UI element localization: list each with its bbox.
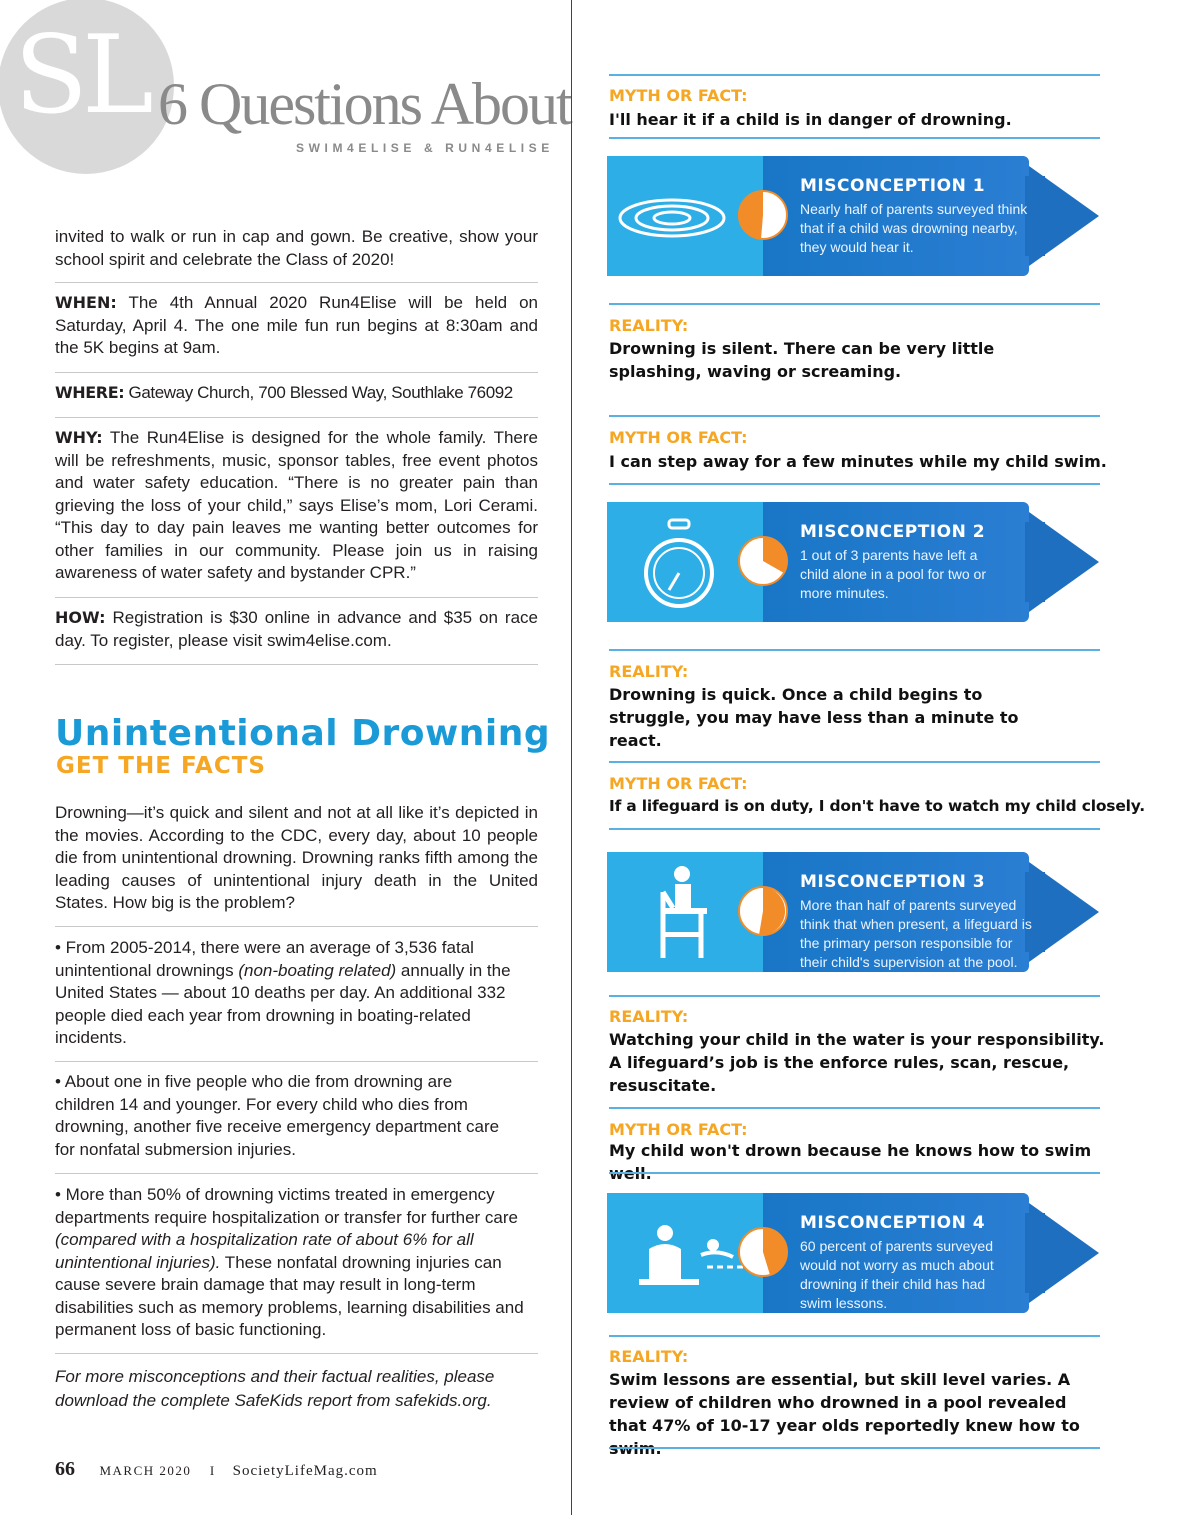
section-rule: [55, 597, 538, 598]
fact-bullet-1-italic: (non-boating related): [238, 960, 397, 980]
reality-label: REALITY:: [609, 1347, 689, 1366]
myth-label: MYTH OR FACT:: [609, 428, 748, 447]
pie-chart-icon: [737, 885, 789, 937]
blue-rule: [609, 1107, 1100, 1109]
fact-bullet-3: [55, 1184, 538, 1342]
section-rule: [55, 372, 538, 373]
blue-rule: [609, 137, 1100, 139]
misconception-banner-4: [607, 1193, 1099, 1315]
how-paragraph: [55, 607, 538, 652]
when-label: WHEN:: [55, 293, 117, 312]
misconception-title-4: MISCONCEPTION 4: [800, 1213, 986, 1233]
blue-rule: [609, 415, 1100, 417]
fact-bullet-2: • About one in five people who die from drowning are children 14 and younger. For every child who dies from drowning, another five receive emergency department care for nonfatal submersion injuries.: [55, 1072, 500, 1159]
blue-rule: [609, 1172, 1100, 1174]
myth-text-2: I can step away for a few minutes while my child swim.: [609, 452, 1107, 471]
section-rule: [55, 664, 538, 665]
blue-rule: [609, 74, 1100, 76]
reality-label: REALITY:: [609, 662, 689, 681]
pie-chart-icon: [737, 189, 789, 241]
misconception-banner-2: [607, 502, 1099, 624]
reality-text-3: Watching your child in the water is your responsibility. A lifeguard’s job is the enforce rules, scan, rescue, resuscitate.: [609, 1030, 1105, 1095]
blue-rule: [609, 649, 1100, 651]
section-rule: [55, 926, 538, 927]
where-text: Gateway Church, 700 Blessed Way, Southlake 76092: [128, 383, 513, 402]
intro-paragraph: invited to walk or run in cap and gown. Be creative, show your school spirit and celebrate the Class of 2020!: [55, 227, 538, 269]
reality-label: REALITY:: [609, 316, 689, 335]
why-text: The Run4Elise is designed for the whole family. There will be refreshments, music, sponsor tables, free event photos and water safety education. “There is no greater pain than grieving the loss of your child,” says Elise’s mom, Lori Cerami. “This day to day pain leaves me wanting better outcomes for other families in our community. Please join us in raising awareness of water safety and bystander CPR.”: [55, 428, 538, 582]
misconception-title-3: MISCONCEPTION 3: [800, 872, 986, 892]
magazine-logo: SL: [14, 13, 148, 138]
myth-label: MYTH OR FACT:: [609, 1120, 748, 1139]
pie-chart-icon: [737, 1226, 789, 1278]
misconception-title-1: MISCONCEPTION 1: [800, 176, 986, 196]
column-divider: [571, 0, 572, 1515]
why-paragraph: [55, 427, 538, 585]
blue-rule: [609, 1335, 1100, 1337]
facts-intro: Drowning—it’s quick and silent and not at all like it’s depicted in the movies. According to the CDC, every day, about 10 people die from unintentional drowning. Drowning ranks fifth among the leading causes of unintentional injury death in the United States. How big is the problem?: [55, 803, 538, 912]
lifeguard-chair-icon: [649, 862, 719, 962]
myth-text-3: If a lifeguard is on duty, I don't have to watch my child closely.: [609, 797, 1145, 815]
closing-note: For more misconceptions and their factual realities, please download the complete SafeKids report from safekids.org.: [55, 1367, 495, 1410]
myth-text-1: I'll hear it if a child is in danger of drowning.: [609, 110, 1012, 129]
myth-label: MYTH OR FACT:: [609, 774, 748, 793]
fact-bullet-3-text-a: • More than 50% of drowning victims treated in emergency departments require hospitalization or transfer for further care: [55, 1185, 519, 1227]
page-footer: [55, 1458, 378, 1481]
blue-rule: [609, 761, 1100, 763]
fact-bullet-1-text-a: • From 2005-2014, there were an average of 3,536 fatal unintentional drownings: [55, 938, 474, 980]
when-text: The 4th Annual 2020 Run4Elise will be held on Saturday, April 4. The one mile fun run begins at 8:30am and the 5K begins at 9am.: [55, 293, 538, 357]
site-url: SocietyLifeMag.com: [232, 1463, 378, 1479]
how-label: HOW:: [55, 608, 106, 627]
issue-month: MARCH 2020: [99, 1463, 192, 1478]
pie-chart-icon: [737, 535, 789, 587]
how-text: Registration is $30 online in advance and $35 on race day. To register, please visit swim4elise.com.: [55, 608, 538, 650]
reality-text-2: Drowning is quick. Once a child begins to struggle, you may have less than a minute to react.: [609, 685, 1019, 750]
misconception-text-3: More than half of parents surveyed think that when present, a lifeguard is the primary person responsible for their child's supervision at the pool.: [800, 897, 1032, 970]
reality-text-4: Swim lessons are essential, but skill level varies. A review of children who drowned in a pool revealed that 47% of 10-17 year olds reportedly knew how to: [609, 1370, 1080, 1435]
section-rule: [55, 1173, 538, 1174]
page-subtitle: SWIM4ELISE & RUN4ELISE: [296, 141, 554, 155]
section-rule: [55, 417, 538, 418]
blue-rule: [609, 483, 1100, 485]
fact-bullet-3-text-b: These nonfatal drowning injuries can cause severe brain damage that may result in long-term disabilities such as memory problems, learning disabilities and permanent loss of basic functioning.: [55, 1252, 524, 1339]
where-label: WHERE:: [55, 383, 125, 402]
myth-label: MYTH OR FACT:: [609, 86, 748, 105]
blue-rule: [609, 1447, 1100, 1449]
ripple-icon: [617, 188, 737, 248]
page-title: 6 Questions About: [158, 71, 571, 137]
blue-rule: [609, 828, 1100, 830]
reality-text-1: Drowning is silent. There can be very little splashing, waving or screaming.: [609, 339, 995, 381]
section-title: Unintentional Drowning: [55, 713, 551, 754]
stopwatch-icon: [639, 518, 719, 614]
why-label: WHY:: [55, 428, 103, 447]
fact-bullet-1-text-b: annually in the United States — about 10 deaths per day. An additional 332 people died each year from drowning in boating-related incidents.: [55, 960, 511, 1047]
misconception-text-1: Nearly half of parents surveyed think that if a child was drowning nearby, they would hear it.: [800, 201, 1028, 255]
fact-bullet-1: [55, 937, 515, 1050]
misconception-banner-1: [607, 156, 1099, 278]
footer-separator: I: [209, 1463, 215, 1478]
misconception-title-2: MISCONCEPTION 2: [800, 522, 986, 542]
where-paragraph: [55, 382, 538, 405]
section-rule: [55, 1061, 538, 1062]
blue-rule: [609, 303, 1100, 305]
when-paragraph: [55, 292, 538, 360]
section-rule: [55, 1353, 538, 1354]
misconception-banner-3: [607, 852, 1099, 974]
reality-label: REALITY:: [609, 1007, 689, 1026]
fact-bullet-3-italic: (compared with a hospitalization rate of about 6% for all unintentional injuries).: [55, 1230, 474, 1272]
section-subtitle: GET THE FACTS: [56, 753, 266, 779]
section-rule: [55, 282, 538, 283]
blue-rule: [609, 995, 1100, 997]
myth-text-4: My child won't drown because he knows how to swim: [609, 1141, 1092, 1160]
page-number: 66: [55, 1458, 75, 1480]
misconception-text-4: 60 percent of parents surveyed would not worry as much about drowning if their child has had swim lessons.: [800, 1238, 994, 1311]
misconception-text-2: 1 out of 3 parents have left a child alone in a pool for two or more minutes.: [800, 547, 986, 601]
